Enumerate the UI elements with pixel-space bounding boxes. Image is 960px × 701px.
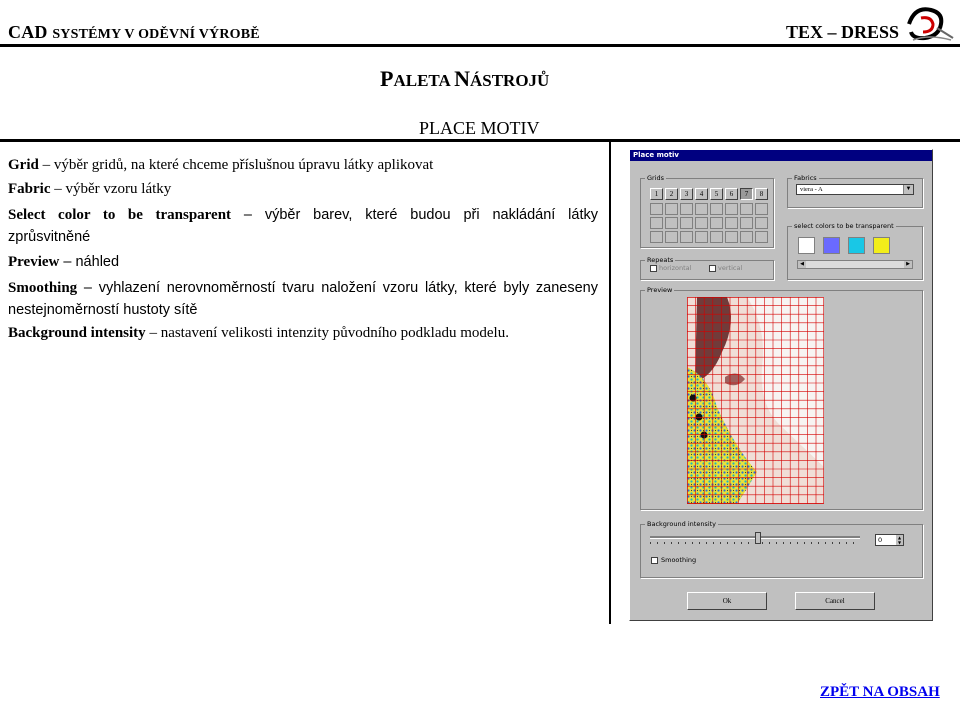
- grid-button-1[interactable]: 1: [650, 188, 663, 200]
- term-preview: Preview: [8, 254, 60, 270]
- grid-cell[interactable]: [665, 231, 678, 243]
- desc-preview: – náhled: [59, 254, 120, 270]
- repeat-vertical-checkbox[interactable]: [709, 265, 716, 272]
- repeat-vertical-label: vertical: [718, 264, 743, 272]
- title-n: N: [454, 66, 470, 91]
- preview-label: Preview: [647, 286, 673, 294]
- grid-cell[interactable]: [695, 231, 708, 243]
- grid-cell[interactable]: [650, 231, 663, 243]
- grid-cell[interactable]: [680, 203, 693, 215]
- row-smoothing-cont: nestejnoměrností hustoty sítě: [8, 302, 198, 318]
- grid-button-5[interactable]: 5: [710, 188, 723, 200]
- header-left-big: CAD: [8, 22, 53, 42]
- header-left-small: SYSTÉMY V ODĚVNÍ VÝROBĚ: [52, 27, 260, 42]
- term-fabric: Fabric: [8, 181, 51, 197]
- header-left-title: [8, 22, 260, 43]
- spin-arrows-icon[interactable]: ▲ ▼: [897, 535, 902, 545]
- grid-button-7[interactable]: 7: [740, 188, 753, 200]
- grid-cell[interactable]: [740, 217, 753, 229]
- grid-cell[interactable]: [710, 217, 723, 229]
- grid-cell[interactable]: [695, 217, 708, 229]
- grid-cell[interactable]: [740, 203, 753, 215]
- grid-button-8[interactable]: 8: [755, 188, 768, 200]
- swatch-cyan[interactable]: [848, 237, 865, 254]
- grid-button-4[interactable]: 4: [695, 188, 708, 200]
- swatch-blue[interactable]: [823, 237, 840, 254]
- term-grid: Grid: [8, 157, 39, 173]
- swatch-yellow[interactable]: [873, 237, 890, 254]
- fabrics-label: Fabrics: [794, 174, 817, 182]
- page-title: [380, 66, 549, 92]
- grid-cell[interactable]: [755, 203, 768, 215]
- fabric-select[interactable]: [796, 184, 914, 195]
- title-p: P: [380, 66, 394, 91]
- grid-cell[interactable]: [650, 203, 663, 215]
- bg-intensity-field[interactable]: [875, 534, 904, 546]
- desc-fabric: – výběr vzoru látky: [50, 181, 172, 197]
- grid-cell[interactable]: [755, 217, 768, 229]
- row-grid: [8, 157, 433, 174]
- grid-button-2[interactable]: 2: [665, 188, 678, 200]
- scroll-left-icon[interactable]: ◀: [798, 261, 806, 268]
- slider-ticks: [650, 542, 860, 544]
- section-subtitle: PLACE MOTIV: [419, 118, 540, 138]
- back-to-contents-link[interactable]: ZPĚT NA OBSAH: [820, 684, 940, 700]
- grid-cell[interactable]: [650, 217, 663, 229]
- row-smoothing: [8, 280, 598, 297]
- grid-cell[interactable]: [680, 231, 693, 243]
- section-rule: [0, 139, 960, 142]
- repeat-horizontal-checkbox[interactable]: [650, 265, 657, 272]
- cancel-button[interactable]: Cancel: [795, 592, 875, 610]
- dialog-title-bar: Place motiv: [630, 150, 932, 161]
- desc-select-color: – výběr barev, které budou při nakládání látky: [231, 207, 598, 223]
- grid-cell[interactable]: [665, 203, 678, 215]
- title-astroju: ÁSTROJŮ: [469, 71, 550, 90]
- grid-button-3[interactable]: 3: [680, 188, 693, 200]
- grid-cell[interactable]: [725, 203, 738, 215]
- column-divider: [609, 142, 611, 624]
- grid-cell[interactable]: [680, 217, 693, 229]
- header-rule: [0, 44, 960, 47]
- preview-image: [687, 297, 824, 504]
- chevron-down-icon: ▼: [903, 185, 913, 194]
- grid-cell[interactable]: [695, 203, 708, 215]
- term-select-color: Select color to be transparent: [8, 207, 232, 223]
- term-bg-intensity: Background intensity: [8, 325, 146, 341]
- term-smoothing: Smoothing: [8, 280, 78, 296]
- bg-intensity-value: 0: [878, 536, 883, 544]
- row-select-color-cont: zprůsvitněné: [8, 229, 91, 245]
- repeats-label: Repeats: [647, 256, 674, 264]
- grid-button-6[interactable]: 6: [725, 188, 738, 200]
- row-preview: [8, 254, 119, 271]
- smoothing-label: Smoothing: [661, 556, 697, 564]
- grid-cell[interactable]: [665, 217, 678, 229]
- scroll-right-icon[interactable]: ▶: [904, 261, 912, 268]
- row-bg-intensity: [8, 325, 509, 342]
- grids-label: Grids: [647, 174, 665, 182]
- grid-cell[interactable]: [740, 231, 753, 243]
- desc-bg-intensity: – nastavení velikosti intenzity původního podkladu modelu.: [145, 325, 509, 341]
- bg-intensity-slider[interactable]: [650, 532, 860, 546]
- row-select-color: [8, 207, 598, 224]
- fabric-select-value: viera - A: [800, 186, 823, 193]
- row-fabric: [8, 181, 171, 198]
- grid-cell[interactable]: [710, 231, 723, 243]
- desc-grid: – výběr gridů, na které chceme příslušnou úpravu látky aplikovat: [38, 157, 434, 173]
- ok-button[interactable]: Ok: [687, 592, 767, 610]
- header-right-title: TEX – DRESS: [786, 22, 900, 42]
- swatch-white[interactable]: [798, 237, 815, 254]
- title-aleta: ALETA: [393, 71, 455, 90]
- grid-cell[interactable]: [725, 231, 738, 243]
- desc-smoothing: – vyhlazení nerovnoměrností tvaru naložení vzoru látky, které byly zaneseny: [77, 280, 598, 296]
- smoothing-checkbox[interactable]: [651, 557, 658, 564]
- repeat-horizontal-label: horizontal: [659, 264, 692, 272]
- grid-cell[interactable]: [710, 203, 723, 215]
- transparent-label: select colors to be transparent: [794, 222, 894, 230]
- company-logo-icon: [903, 4, 955, 42]
- grid-cell[interactable]: [755, 231, 768, 243]
- grid-cell[interactable]: [725, 217, 738, 229]
- swatch-scrollbar[interactable]: [797, 260, 913, 269]
- bg-intensity-label: Background intensity: [647, 520, 717, 528]
